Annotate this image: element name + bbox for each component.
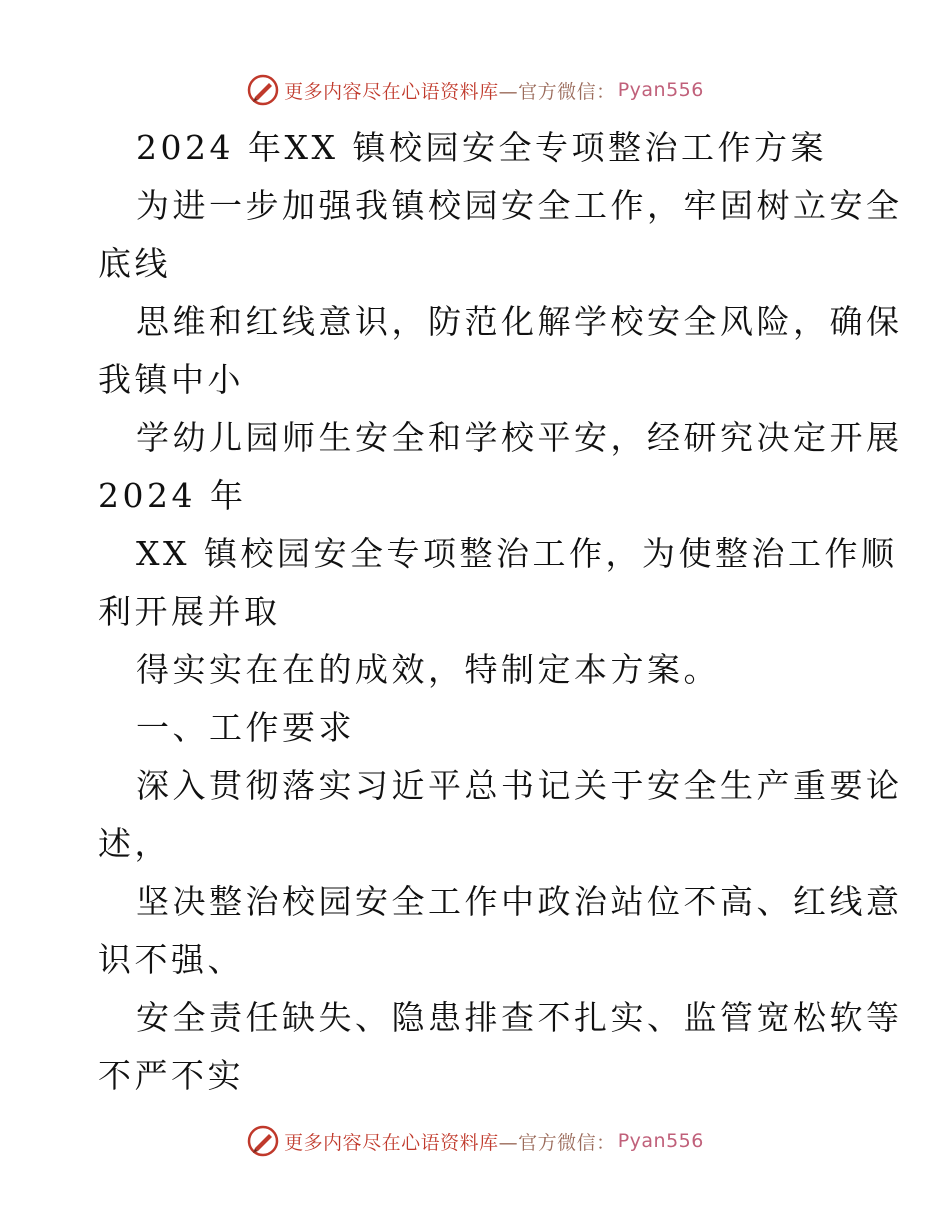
paragraph-line: 2024 年 (98, 476, 247, 515)
paragraph-line: 述， (98, 824, 171, 863)
watermark-wechat-id: Pyan556 (617, 1130, 704, 1152)
document-title: 2024 年XX 镇校园安全专项整治工作方案 (136, 128, 827, 167)
paragraph-line: 深入贯彻落实习近平总书记关于安全生产重要论 (136, 766, 903, 805)
watermark-main-text: 更多内容尽在心语资料库 (284, 1131, 499, 1154)
header-watermark (0, 70, 950, 110)
paragraph-line: 得实实在在的成效，特制定本方案。 (136, 650, 720, 689)
watermark-separator-text: —官方微信： (498, 1131, 616, 1154)
paragraph-line: 为进一步加强我镇校园安全工作，牢固树立安全 (136, 186, 903, 225)
paragraph-line: 识不强、 (98, 940, 244, 979)
paragraph-line: XX 镇校园安全专项整治工作，为使整治工作顺 (136, 534, 898, 573)
paragraph-line: 利开展并取 (98, 592, 281, 631)
watermark-separator-text: —官方微信： (498, 80, 616, 103)
watermark-main-text: 更多内容尽在心语资料库 (284, 80, 499, 103)
watermark-wechat-id: Pyan556 (617, 79, 704, 101)
pen-logo-icon (246, 73, 280, 107)
footer-watermark (0, 1121, 950, 1161)
paragraph-line: 思维和红线意识，防范化解学校安全风险，确保 (136, 302, 903, 341)
paragraph-line: 我镇中小 (98, 360, 244, 399)
section-heading: 一、工作要求 (136, 708, 355, 747)
paragraph-line: 学幼儿园师生安全和学校平安，经研究决定开展 (136, 418, 903, 457)
pen-logo-icon (246, 1124, 280, 1158)
paragraph-line: 不严不实 (98, 1056, 244, 1095)
paragraph-line: 坚决整治校园安全工作中政治站位不高、红线意 (136, 882, 903, 921)
paragraph-line: 安全责任缺失、隐患排查不扎实、监管宽松软等 (136, 998, 903, 1037)
paragraph-line: 底线 (98, 244, 171, 283)
